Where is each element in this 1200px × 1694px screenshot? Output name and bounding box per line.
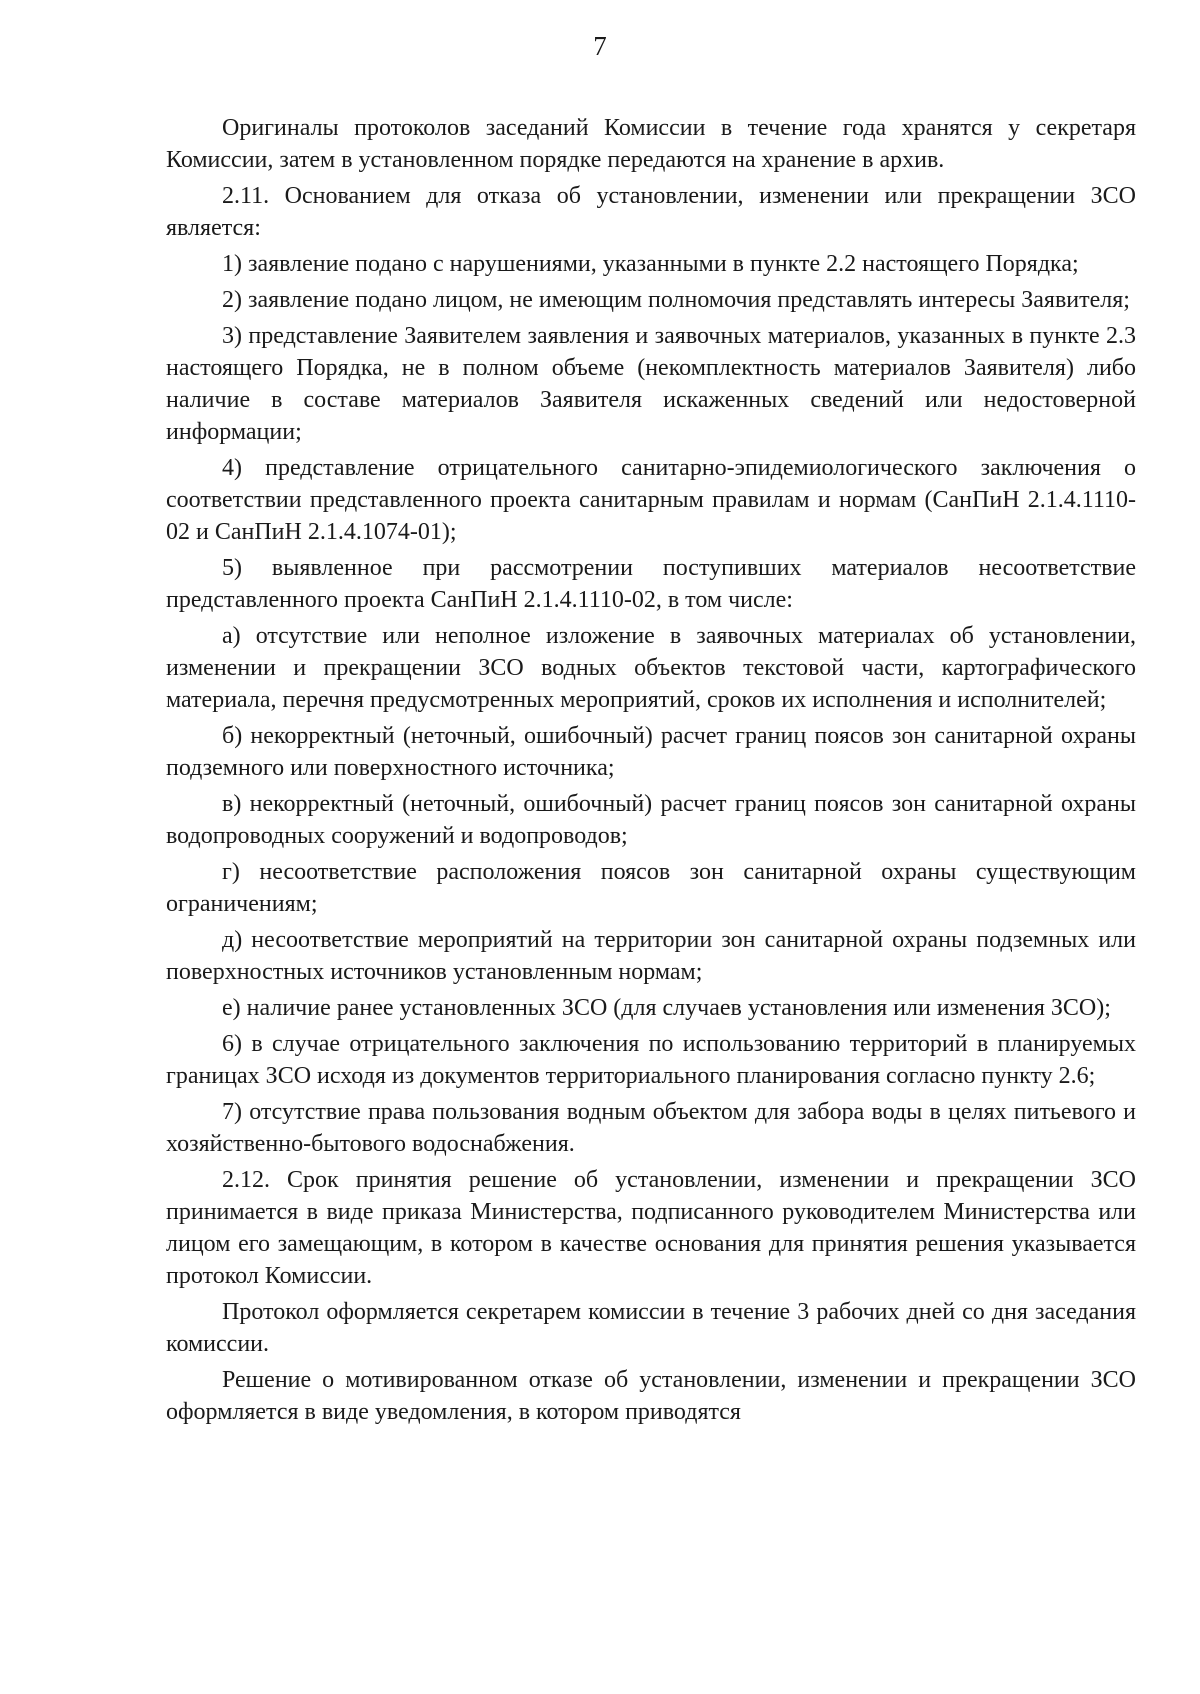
paragraph-2-11-heading: 2.11. Основанием для отказа об установлении, изменении или прекращении ЗСО является: xyxy=(166,183,1136,241)
paragraph-protocol-deadline: Протокол оформляется секретарем комиссии в течение 3 рабочих дней со дня заседания комиссии. xyxy=(166,1299,1136,1357)
list-item-3: 3) представление Заявителем заявления и заявочных материалов, указанных в пункте 2.3 настоящего Порядка, не в полном объеме (некомплектность материалов Заявителя) либо наличие в составе материалов Заявителя искаженных сведений или недостоверной информации; xyxy=(166,323,1136,445)
paragraph-originals-storage: Оригиналы протоколов заседаний Комиссии в течение года хранятся у секретаря Комиссии, затем в установленном порядке передаются на хранение в архив. xyxy=(166,115,1136,173)
page-number: 7 xyxy=(593,31,607,61)
sub-item-b: б) некорректный (неточный, ошибочный) расчет границ поясов зон санитарной охраны подземного или поверхностного источника; xyxy=(166,723,1136,781)
sub-item-a: а) отсутствие или неполное изложение в заявочных материалах об установлении, изменении и прекращении ЗСО водных объектов текстовой части, картографического материала, перечня предусмотренных мероприятий, сроков их исполнения и исполнителей; xyxy=(166,623,1136,713)
paragraph-refusal-decision: Решение о мотивированном отказе об установлении, изменении и прекращении ЗСО оформляется в виде уведомления, в котором приводятся xyxy=(166,1367,1136,1425)
list-item-6: 6) в случае отрицательного заключения по использованию территорий в планируемых границах ЗСО исходя из документов территориального планирования согласно пункту 2.6; xyxy=(166,1031,1136,1089)
document-body xyxy=(166,112,1136,1428)
sub-item-v: в) некорректный (неточный, ошибочный) расчет границ поясов зон санитарной охраны водопроводных сооружений и водопроводов; xyxy=(166,791,1136,849)
list-item-2: 2) заявление подано лицом, не имеющим полномочия представлять интересы Заявителя; xyxy=(222,287,1130,313)
list-item-4: 4) представление отрицательного санитарно-эпидемиологического заключения о соответствии представленного проекта санитарным правилам и нормам (СанПиН 2.1.4.1110-02 и СанПиН 2.1.4.1074-01); xyxy=(166,455,1136,545)
list-item-5: 5) выявленное при рассмотрении поступивших материалов несоответствие представленного проекта СанПиН 2.1.4.1110-02, в том числе: xyxy=(166,555,1136,613)
list-item-1: 1) заявление подано с нарушениями, указанными в пункте 2.2 настоящего Порядка; xyxy=(222,251,1079,277)
sub-item-d: д) несоответствие мероприятий на территории зон санитарной охраны подземных или поверхностных источников установленным нормам; xyxy=(166,927,1136,985)
paragraph-2-12: 2.12. Срок принятия решение об установлении, изменении и прекращении ЗСО принимается в виде приказа Министерства, подписанного руководителем Министерства или лицом его замещающим, в котором в качестве основания для принятия решения указывается протокол Комиссии. xyxy=(166,1167,1136,1289)
sub-item-e: е) наличие ранее установленных ЗСО (для случаев установления или изменения ЗСО); xyxy=(222,995,1111,1021)
sub-item-g: г) несоответствие расположения поясов зон санитарной охраны существующим ограничениям; xyxy=(166,859,1136,917)
list-item-7: 7) отсутствие права пользования водным объектом для забора воды в целях питьевого и хозяйственно-бытового водоснабжения. xyxy=(166,1099,1136,1157)
